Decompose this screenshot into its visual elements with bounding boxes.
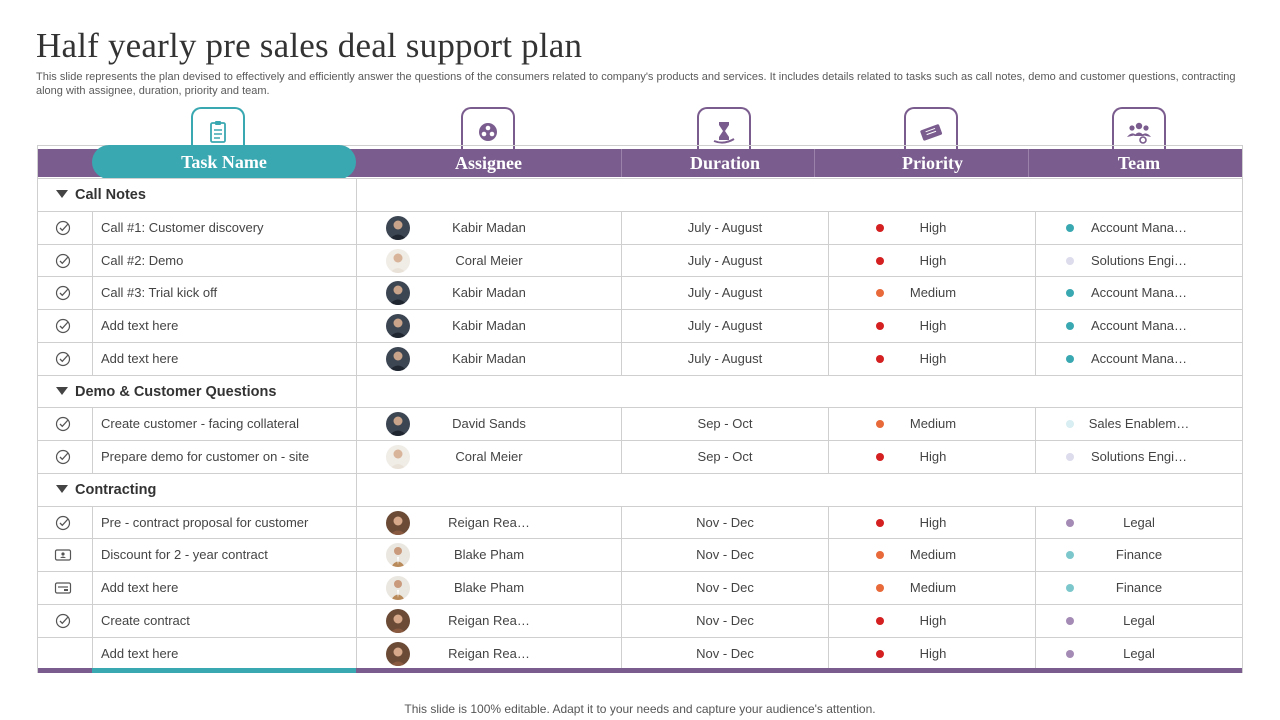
priority-label: Medium	[909, 580, 957, 595]
task-name: Create customer - facing collateral	[101, 416, 299, 432]
priority-dot	[876, 584, 884, 592]
priority-label: High	[919, 449, 947, 464]
team-label: Legal	[1123, 645, 1155, 661]
duration: Nov - Dec	[696, 514, 754, 530]
task-name: Discount for 2 - year contract	[101, 547, 268, 563]
team-label: Legal	[1123, 612, 1155, 628]
table-row[interactable]	[38, 538, 1242, 571]
priority-label: High	[919, 645, 947, 661]
assignee-name: Reigan Rea…	[448, 514, 530, 530]
priority-dot	[876, 519, 884, 527]
avatar	[386, 445, 410, 469]
assignee-name: Blake Pham	[453, 580, 525, 595]
assignee-name: Kabir Madan	[452, 219, 526, 235]
priority-dot	[876, 322, 884, 330]
team-label: Account Mana…	[1090, 318, 1188, 333]
priority-label: Medium	[909, 547, 957, 563]
team-label: Solutions Engi…	[1090, 449, 1188, 464]
check-circle-icon[interactable]	[54, 285, 72, 301]
team-dot	[1066, 584, 1074, 592]
team-dot	[1066, 650, 1074, 658]
task-name: Add text here	[101, 580, 179, 595]
priority-dot	[876, 551, 884, 559]
table-row[interactable]	[38, 211, 1242, 244]
team-label: Sales Enablem…	[1088, 416, 1190, 432]
table-row[interactable]	[38, 309, 1242, 342]
duration: Nov - Dec	[696, 580, 754, 595]
team-label: Account Mana…	[1090, 350, 1188, 366]
assignee-name: Kabir Madan	[452, 318, 526, 333]
column-header-duration: Duration	[689, 153, 760, 173]
column-header-assignee: Assignee	[455, 153, 522, 173]
duration: July - August	[687, 219, 763, 235]
table-row[interactable]	[38, 571, 1242, 604]
task-name: Call #3: Trial kick off	[101, 285, 218, 301]
page-subtitle: This slide represents the plan devised to effectively and efficiently answer the questions of the consumers related to company's products and services. It includes details related to tasks such as call notes, demo and customer questions, contracting along with assignee, duration, priority and team.	[36, 71, 1236, 97]
team-dot	[1066, 224, 1074, 232]
section-title	[56, 474, 156, 506]
section-header[interactable]	[38, 375, 1242, 408]
duration: July - August	[687, 285, 763, 301]
section-title-text: Call Notes	[75, 187, 146, 203]
priority-dot	[876, 453, 884, 461]
team-label: Finance	[1115, 547, 1163, 563]
assignee-name: Kabir Madan	[452, 350, 526, 366]
team-label: Account Mana…	[1090, 285, 1188, 301]
assignee-name: Blake Pham	[453, 547, 525, 563]
priority-dot	[876, 420, 884, 428]
team-dot	[1066, 420, 1074, 428]
assignee-name: Kabir Madan	[452, 285, 526, 301]
duration: Nov - Dec	[696, 645, 754, 661]
section-header[interactable]	[38, 473, 1242, 506]
check-circle-icon[interactable]	[54, 253, 72, 269]
avatar	[386, 281, 410, 305]
column-header-priority: Priority	[902, 153, 963, 173]
check-circle-icon[interactable]	[54, 351, 72, 367]
priority-dot	[876, 355, 884, 363]
team-dot	[1066, 289, 1074, 297]
table-row[interactable]	[38, 506, 1242, 539]
footer-note: This slide is 100% editable. Adapt it to your needs and capture your audience's attention.	[404, 702, 876, 716]
check-circle-icon[interactable]	[54, 613, 72, 629]
check-circle-icon[interactable]	[54, 449, 72, 465]
section-title-text: Demo & Customer Questions	[75, 383, 277, 400]
assignee-name: Reigan Rea…	[448, 612, 530, 628]
id-card-icon[interactable]	[54, 547, 72, 563]
table-row[interactable]	[38, 637, 1242, 670]
table-row[interactable]	[38, 604, 1242, 637]
duration: July - August	[687, 318, 763, 333]
section-header[interactable]	[38, 178, 1242, 211]
task-name: Add text here	[101, 318, 179, 333]
avatar	[386, 576, 410, 600]
team-dot	[1066, 617, 1074, 625]
table-row[interactable]	[38, 440, 1242, 473]
check-circle-icon[interactable]	[54, 318, 72, 334]
duration: July - August	[687, 252, 763, 268]
priority-dot	[876, 224, 884, 232]
assignee-name: Reigan Rea…	[448, 645, 530, 661]
avatar	[386, 543, 410, 567]
avatar	[386, 249, 410, 273]
priority-label: Medium	[909, 285, 957, 301]
avatar	[386, 511, 410, 535]
task-name: Create contract	[101, 612, 190, 628]
avatar	[386, 216, 410, 240]
caret-down-icon	[56, 190, 68, 198]
task-name: Call #2: Demo	[101, 252, 184, 268]
duration: Sep - Oct	[697, 416, 753, 432]
priority-dot	[876, 289, 884, 297]
assignee-name: David Sands	[452, 416, 526, 432]
priority-label: High	[919, 514, 947, 530]
check-circle-icon[interactable]	[54, 416, 72, 432]
team-dot	[1066, 322, 1074, 330]
team-dot	[1066, 257, 1074, 265]
section-title-text: Contracting	[75, 481, 157, 498]
team-dot	[1066, 453, 1074, 461]
page-title: Half yearly pre sales deal support plan	[36, 26, 583, 65]
duration: Nov - Dec	[696, 547, 754, 563]
column-header-task: Task Name	[92, 145, 356, 179]
table-row[interactable]	[38, 276, 1242, 309]
duration: Nov - Dec	[696, 612, 754, 628]
team-dot	[1066, 519, 1074, 527]
priority-label: High	[919, 350, 947, 366]
priority-label: High	[919, 219, 947, 235]
team-dot	[1066, 355, 1074, 363]
assignee-name: Coral Meier	[455, 449, 523, 464]
priority-dot	[876, 257, 884, 265]
table-row[interactable]	[38, 407, 1242, 440]
avatar	[386, 642, 410, 666]
avatar	[386, 314, 410, 338]
team-dot	[1066, 551, 1074, 559]
avatar	[386, 412, 410, 436]
check-circle-icon[interactable]	[54, 220, 72, 236]
avatar	[386, 609, 410, 633]
task-name: Add text here	[101, 350, 179, 366]
caret-down-icon	[56, 485, 68, 493]
priority-dot	[876, 650, 884, 658]
task-name: Add text here	[101, 645, 179, 661]
priority-dot	[876, 617, 884, 625]
table-row[interactable]	[38, 342, 1242, 375]
card-icon[interactable]	[54, 580, 72, 596]
team-label: Legal	[1123, 514, 1155, 530]
table-row[interactable]	[38, 244, 1242, 277]
task-name: Prepare demo for customer on - site	[101, 449, 310, 464]
team-label: Account Mana…	[1090, 219, 1188, 235]
section-title	[56, 179, 146, 211]
team-label: Finance	[1115, 580, 1163, 595]
column-header-team: Team	[1117, 153, 1161, 173]
caret-down-icon	[56, 387, 68, 395]
team-label: Solutions Engi…	[1090, 252, 1188, 268]
task-name: Pre - contract proposal for customer	[101, 514, 309, 530]
duration: July - August	[687, 350, 763, 366]
priority-label: High	[919, 612, 947, 628]
task-table	[37, 145, 1243, 673]
task-name: Call #1: Customer discovery	[101, 219, 264, 235]
priority-label: High	[919, 318, 947, 333]
assignee-name: Coral Meier	[455, 252, 523, 268]
section-title	[56, 376, 276, 408]
table-bottom-accent	[92, 668, 356, 673]
check-circle-icon[interactable]	[54, 515, 72, 531]
avatar	[386, 347, 410, 371]
priority-label: High	[919, 252, 947, 268]
priority-label: Medium	[909, 416, 957, 432]
duration: Sep - Oct	[697, 449, 753, 464]
